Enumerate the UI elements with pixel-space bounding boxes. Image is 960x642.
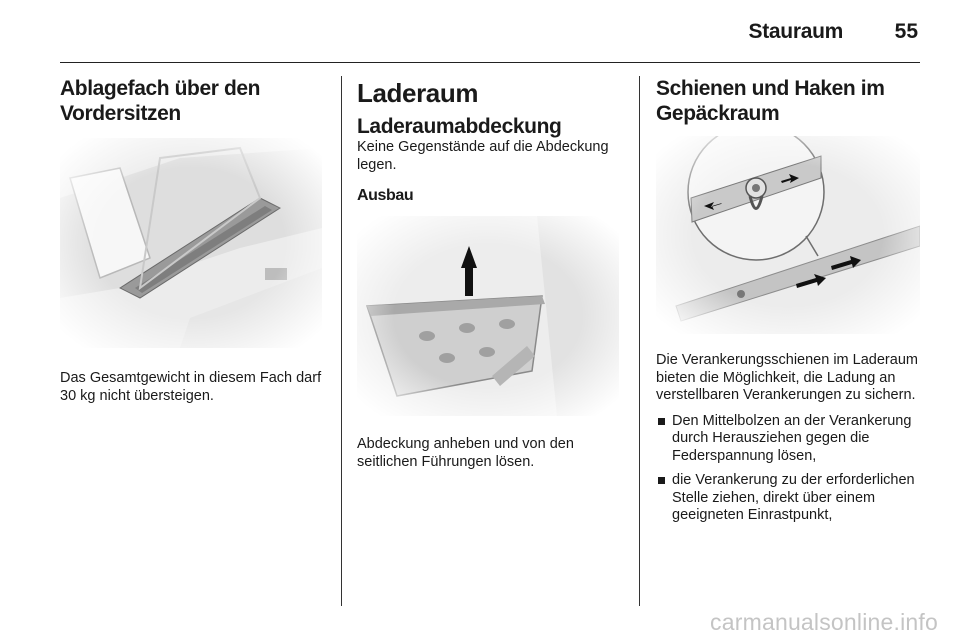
list-item bbox=[656, 413, 920, 466]
body-text: Das Gesamtgewicht in diesem Fach darf 30 kg nicht übersteigen. bbox=[60, 370, 322, 404]
column-cargo-area bbox=[357, 76, 619, 471]
page-number: 55 bbox=[894, 20, 918, 43]
header-title: Stauraum bbox=[748, 20, 843, 43]
section-heading: Laderaumabdeckung bbox=[357, 115, 562, 138]
list-item-text: Den Mittelbolzen an der Verankerung durch Herausziehen gegen die Federspannung lösen, bbox=[672, 412, 912, 464]
instruction-list bbox=[656, 413, 920, 525]
body-text: Keine Gegenstände auf die Abdeckung legen. bbox=[357, 139, 609, 173]
body-text: Abdeckung anheben und von den seitlichen Führungen lösen. bbox=[357, 436, 574, 470]
column-overhead-storage bbox=[60, 76, 322, 405]
section-heading: Schienen und Haken im Gepäckraum bbox=[656, 77, 885, 125]
page-header bbox=[60, 0, 920, 63]
watermark: carmanualsonline.info bbox=[710, 609, 938, 635]
list-item-text: die Verankerung zu der erforderlichen Stelle ziehen, direkt über einem geeigneten Einrastpunkt, bbox=[672, 472, 915, 523]
list-item bbox=[656, 472, 920, 525]
cargo-cover-illustration bbox=[357, 216, 619, 416]
section-heading: Ablagefach über den Vordersitzen bbox=[60, 77, 261, 125]
subsection-heading: Ausbau bbox=[357, 187, 414, 204]
column-rails-hooks bbox=[656, 76, 920, 532]
overhead-storage-illustration bbox=[60, 138, 322, 348]
column-divider bbox=[639, 76, 640, 606]
column-divider bbox=[341, 76, 342, 606]
chapter-heading: Laderaum bbox=[357, 78, 479, 108]
bullet-icon bbox=[658, 418, 665, 425]
anchor-rail-illustration bbox=[656, 136, 920, 334]
body-text: Die Verankerungsschienen im Laderaum bieten die Möglichkeit, die Ladung an verstellbaren Verankerungen zu sichern. bbox=[656, 352, 918, 403]
bullet-icon bbox=[658, 477, 665, 484]
